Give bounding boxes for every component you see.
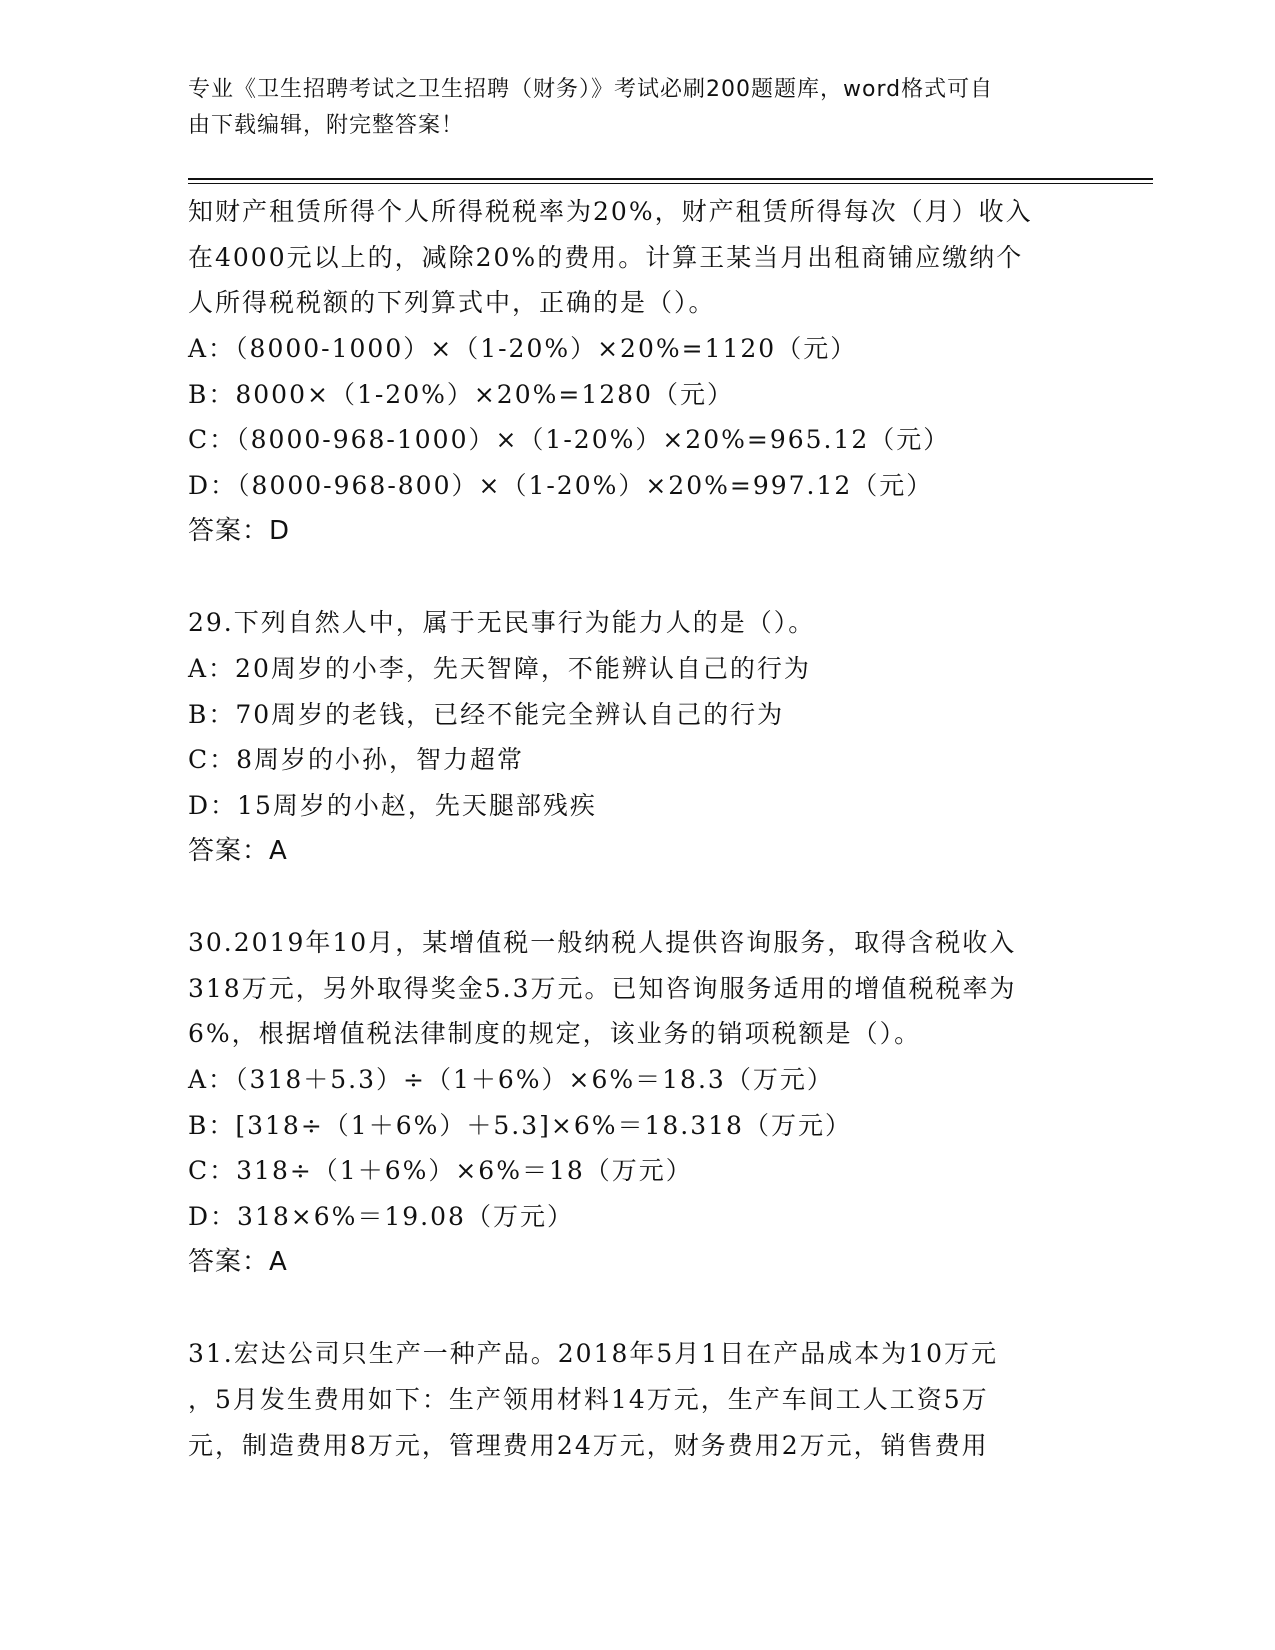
question-stem-line: 31.宏达公司只生产一种产品。2018年5月1日在产品成本为10万元 [188, 1339, 999, 1369]
question-29 [188, 600, 1128, 874]
option-d: D：318×6%＝19.08（万元） [188, 1202, 574, 1232]
header-rule [188, 178, 1153, 180]
option-c: C：8周岁的小孙，智力超常 [188, 745, 525, 775]
spacer [188, 874, 1128, 920]
question-stem-line: 6%，根据增值税法律制度的规定，该业务的销项税额是（）。 [188, 1019, 922, 1049]
answer: 答案：A [188, 835, 288, 866]
question-30 [188, 920, 1128, 1286]
option-a: A：（8000-1000）×（1-20%）×20%=1120（元） [188, 334, 858, 364]
question-stem-line: 人所得税税额的下列算式中，正确的是（）。 [188, 288, 716, 318]
question-stem-line: 知财产租赁所得个人所得税税率为20%，财产租赁所得每次（月）收入 [188, 197, 1033, 226]
option-c: C：（8000-968-1000）×（1-20%）×20%=965.12（元） [188, 425, 951, 455]
question-stem-line: 元，制造费用8万元，管理费用24万元，财务费用2万元，销售费用 [188, 1430, 989, 1460]
question-stem-line: 30.2019年10月，某增值税一般纳税人提供咨询服务，取得含税收入 [188, 928, 1017, 957]
question-stem-line: 在4000元以上的，减除20%的费用。计算王某当月出租商铺应缴纳个 [188, 242, 1024, 272]
header-line: 专业《卫生招聘考试之卫生招聘（财务）》考试必刷200题题库，word格式可自 [188, 77, 994, 102]
answer: 答案：A [188, 1246, 288, 1277]
header-line: 由下载编辑，附完整答案！ [188, 113, 465, 138]
question-stem-line: 318万元，另外取得奖金5.3万元。已知咨询服务适用的增值税税率为 [188, 973, 1017, 1003]
option-d: D：（8000-968-800）×（1-20%）×20%=997.12（元） [188, 471, 934, 501]
question-31 [188, 1331, 1128, 1468]
spacer [188, 555, 1128, 601]
document-body [188, 189, 1128, 1468]
option-d: D：15周岁的小赵，先天腿部残疾 [188, 790, 597, 820]
spacer [188, 1286, 1128, 1332]
option-c: C：318÷（1＋6%）×6%＝18（万元） [188, 1156, 693, 1186]
option-a: A：20周岁的小李，先天智障，不能辨认自己的行为 [188, 653, 811, 683]
option-b: B：70周岁的老钱，已经不能完全辨认自己的行为 [188, 699, 785, 729]
option-b: B：[318÷（1＋6%）＋5.3]×6%＝18.318（万元） [188, 1110, 852, 1140]
answer: 答案：D [188, 515, 291, 546]
question-stem-line: 29.下列自然人中，属于无民事行为能力人的是（）。 [188, 608, 816, 638]
document-header [188, 72, 1088, 144]
question-28 [188, 189, 1128, 555]
question-stem-line: ，5月发生费用如下：生产领用材料14万元，生产车间工人工资5万 [188, 1384, 989, 1414]
option-b: B：8000×（1-20%）×20%=1280（元） [188, 379, 734, 409]
option-a: A：（318＋5.3）÷（1＋6%）×6%＝18.3（万元） [188, 1065, 834, 1095]
header-rule-thin [188, 183, 1153, 184]
